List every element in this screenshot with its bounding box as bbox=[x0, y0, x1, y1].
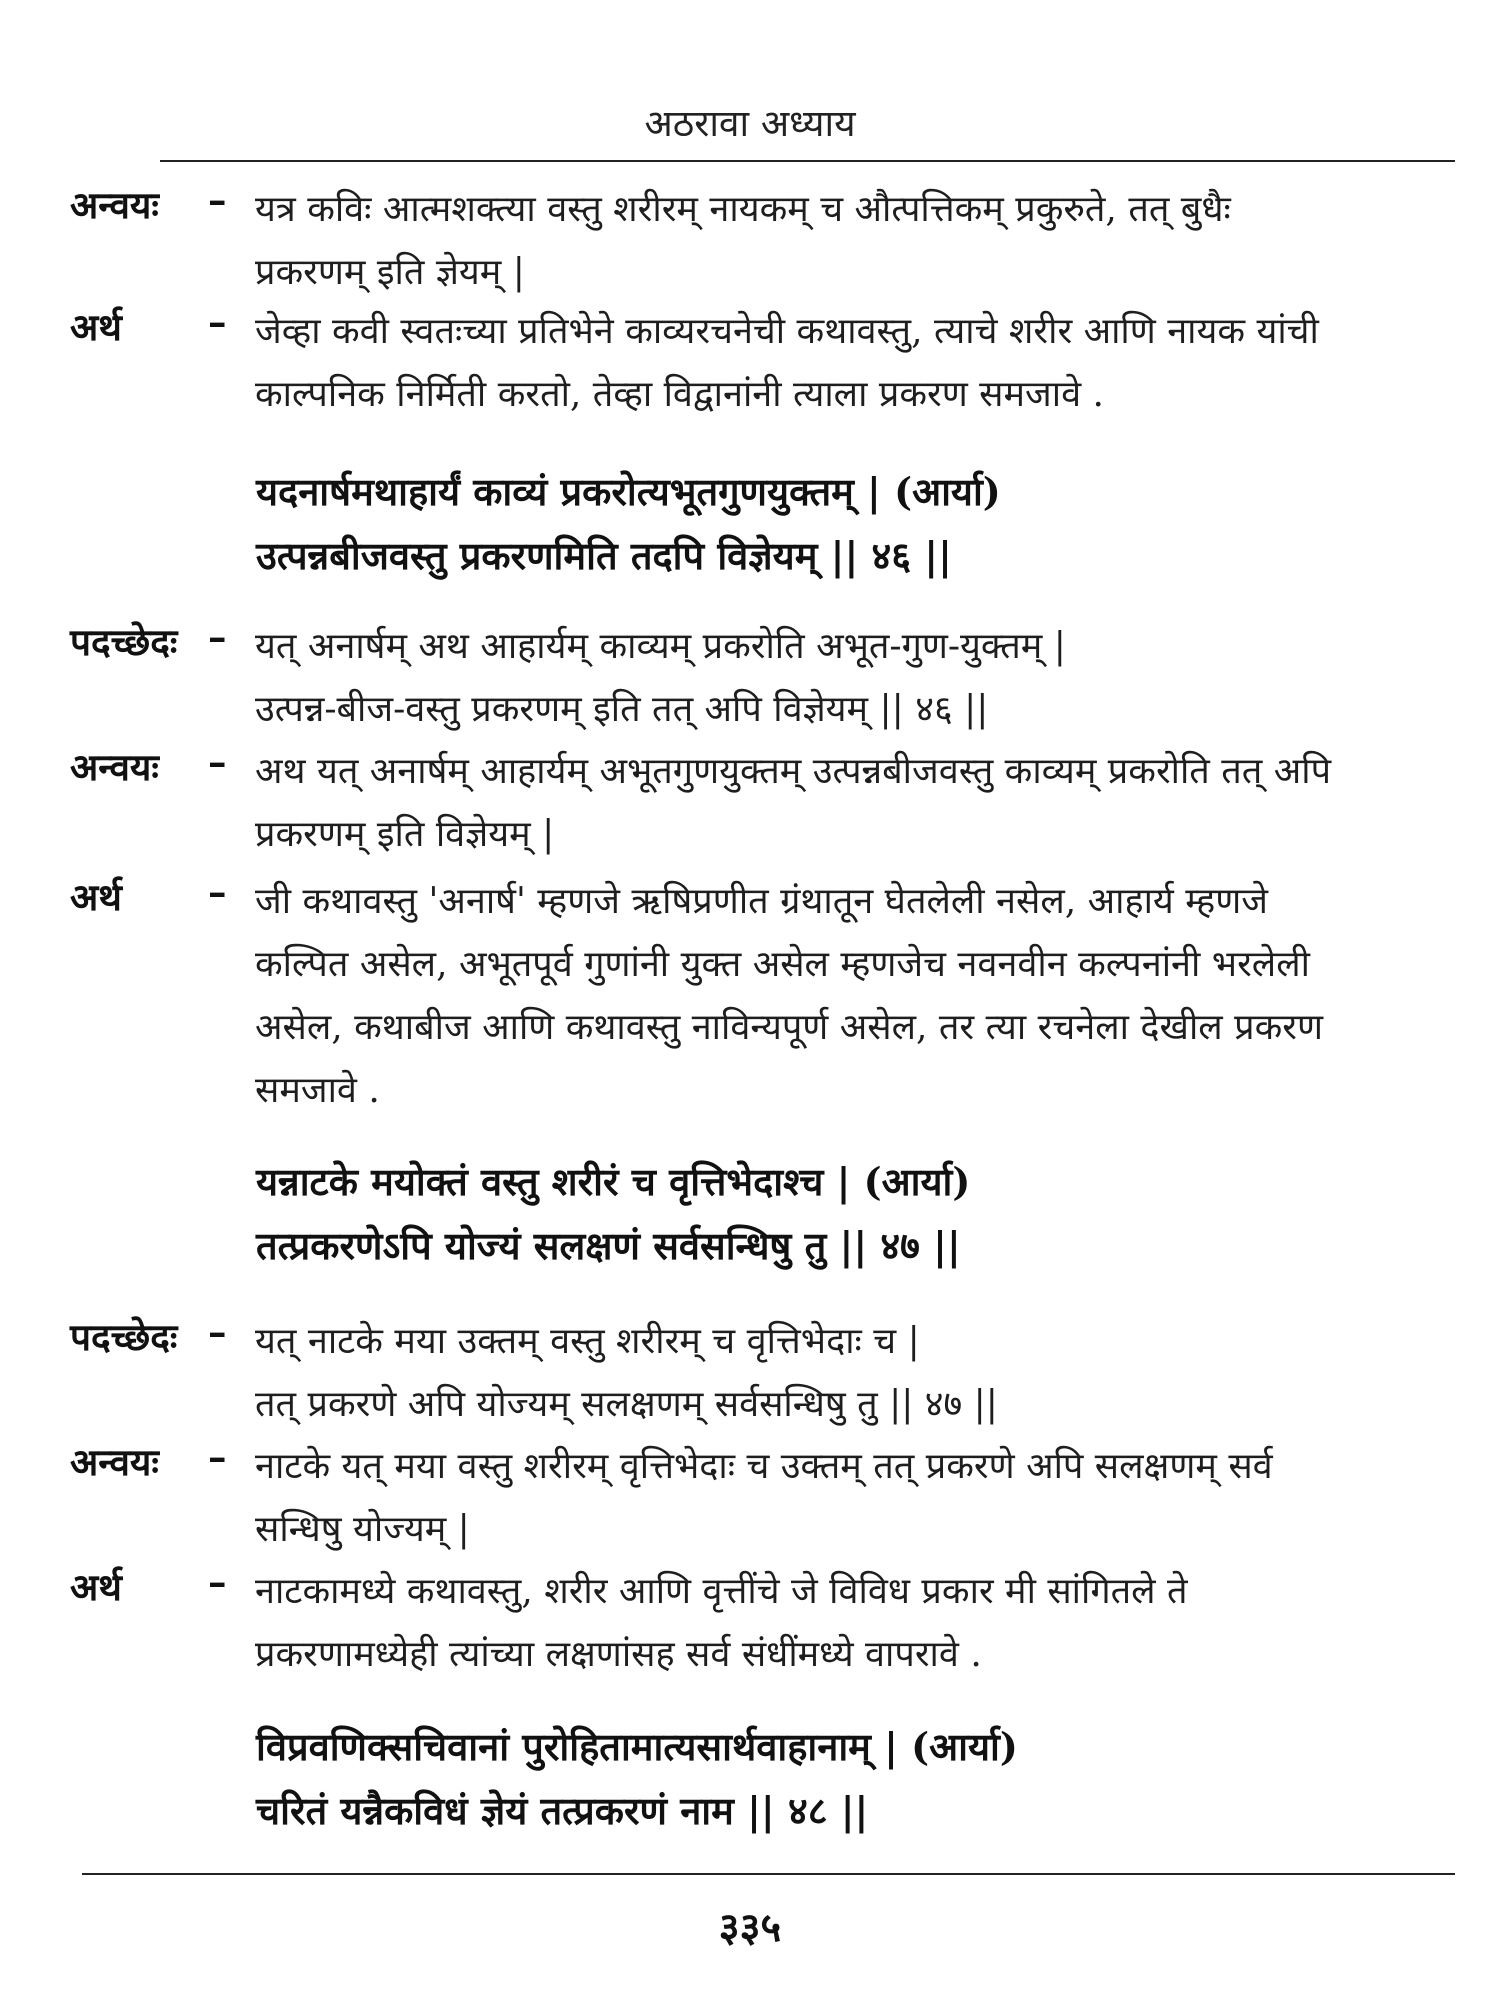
entry-label: अर्थ bbox=[70, 305, 122, 349]
text-line: कल्पित असेल, अभूतपूर्व गुणांनी युक्त असेल म्हणजेच नवनवीन कल्पनांनी भरलेली bbox=[255, 944, 1310, 985]
entry-label: अर्थ bbox=[70, 1565, 122, 1609]
text-line: यत्र कविः आत्मशक्त्या वस्तु शरीरम् नायकम् च औत्पत्तिकम् प्रकुरुते, तत् बुधैः bbox=[255, 189, 1231, 230]
entry-label: अन्वयः bbox=[70, 1440, 159, 1484]
text-line: प्रकरणम् इति विज्ञेयम् | bbox=[255, 814, 555, 855]
entry-label: अर्थ bbox=[70, 875, 122, 919]
text-line: सन्धिषु योज्यम् | bbox=[255, 1509, 470, 1550]
text-line: जेव्हा कवी स्वतःच्या प्रतिभेने काव्यरचनेची कथावस्तु, त्याचे शरीर आणि नायक यांची bbox=[255, 311, 1319, 352]
entry-label: पदच्छेदः bbox=[70, 620, 178, 664]
text-line: यत् नाटके मया उक्तम् वस्तु शरीरम् च वृत्तिभेदाः च | bbox=[255, 1321, 920, 1362]
entry-text bbox=[255, 300, 1455, 426]
verse-line: चरितं यन्नैकविधं ज्ञेयं तत्प्रकरणं नाम || ४८ || bbox=[256, 1788, 869, 1833]
verse-48 bbox=[256, 1715, 1396, 1843]
entry-text bbox=[255, 1560, 1455, 1686]
text-line: प्रकरणामध्येही त्यांच्या लक्षणांसह सर्व संधींमध्ये वापरावे . bbox=[255, 1634, 982, 1675]
entry-text bbox=[255, 178, 1455, 304]
page-number: ३३५ bbox=[718, 1904, 782, 1951]
text-line: समजावे . bbox=[255, 1070, 380, 1111]
entry-text bbox=[255, 615, 1455, 741]
entry-dash: – bbox=[208, 615, 227, 659]
verse-line: तत्प्रकरणेऽपि योज्यं सलक्षणं सर्वसन्धिषु तु || ४७ || bbox=[256, 1223, 961, 1268]
verse-line: यन्नाटके मयोक्तं वस्तु शरीरं च वृत्तिभेदाश्च | (आर्या) bbox=[256, 1159, 971, 1204]
text-line: जी कथावस्तु 'अनार्ष' म्हणजे ऋषिप्रणीत ग्रंथातून घेतलेली नसेल, आहार्य म्हणजे bbox=[255, 881, 1268, 922]
footer-rule bbox=[82, 1873, 1455, 1875]
text-line: अथ यत् अनार्षम् आहार्यम् अभूतगुणयुक्तम् उत्पन्नबीजवस्तु काव्यम् प्रकरोति तत् अपि bbox=[255, 751, 1332, 792]
verse-46 bbox=[256, 460, 1396, 588]
verse-47 bbox=[256, 1150, 1396, 1278]
verse-line: उत्पन्नबीजवस्तु प्रकरणमिति तदपि विज्ञेयम् || ४६ || bbox=[256, 533, 952, 578]
entry-dash: – bbox=[208, 740, 227, 784]
text-line: काल्पनिक निर्मिती करतो, तेव्हा विद्वानांनी त्याला प्रकरण समजावे . bbox=[255, 374, 1104, 415]
entry-text bbox=[255, 870, 1455, 1122]
entry-dash: – bbox=[208, 1560, 227, 1604]
text-line: यत् अनार्षम् अथ आहार्यम् काव्यम् प्रकरोति अभूत-गुण-युक्तम् | bbox=[255, 626, 1066, 667]
text-line: उत्पन्न-बीज-वस्तु प्रकरणम् इति तत् अपि विज्ञेयम् || ४६ || bbox=[255, 689, 989, 730]
verse-line: विप्रवणिक्सचिवानां पुरोहितामात्यसार्थवाहानाम् | (आर्या) bbox=[256, 1724, 1018, 1769]
entry-text bbox=[255, 1435, 1455, 1561]
entry-dash: – bbox=[208, 1310, 227, 1354]
text-line: नाटके यत् मया वस्तु शरीरम् वृत्तिभेदाः च उक्तम् तत् प्रकरणे अपि सलक्षणम् सर्व bbox=[255, 1446, 1273, 1487]
entry-label: अन्वयः bbox=[70, 183, 159, 227]
text-line: असेल, कथाबीज आणि कथावस्तु नाविन्यपूर्ण असेल, तर त्या रचनेला देखील प्रकरण bbox=[255, 1007, 1324, 1048]
entry-label: अन्वयः bbox=[70, 745, 159, 789]
entry-dash: – bbox=[208, 178, 227, 222]
verse-line: यदनार्षमथाहार्यं काव्यं प्रकरोत्यभूतगुणयुक्तम् | (आर्या) bbox=[256, 469, 1001, 514]
entry-dash: – bbox=[208, 1435, 227, 1479]
text-line: नाटकामध्ये कथावस्तु, शरीर आणि वृत्तींचे जे विविध प्रकार मी सांगितले ते bbox=[255, 1571, 1188, 1612]
text-line: तत् प्रकरणे अपि योज्यम् सलक्षणम् सर्वसन्धिषु तु || ४७ || bbox=[255, 1384, 998, 1425]
entry-text bbox=[255, 740, 1455, 866]
entry-label: पदच्छेदः bbox=[70, 1315, 178, 1359]
text-line: प्रकरणम् इति ज्ञेयम् | bbox=[255, 252, 525, 293]
entry-dash: – bbox=[208, 300, 227, 344]
entry-text bbox=[255, 1310, 1455, 1436]
entry-dash: – bbox=[208, 870, 227, 914]
header-rule bbox=[160, 160, 1455, 162]
page-header-title: अठरावा अध्याय bbox=[644, 102, 856, 145]
